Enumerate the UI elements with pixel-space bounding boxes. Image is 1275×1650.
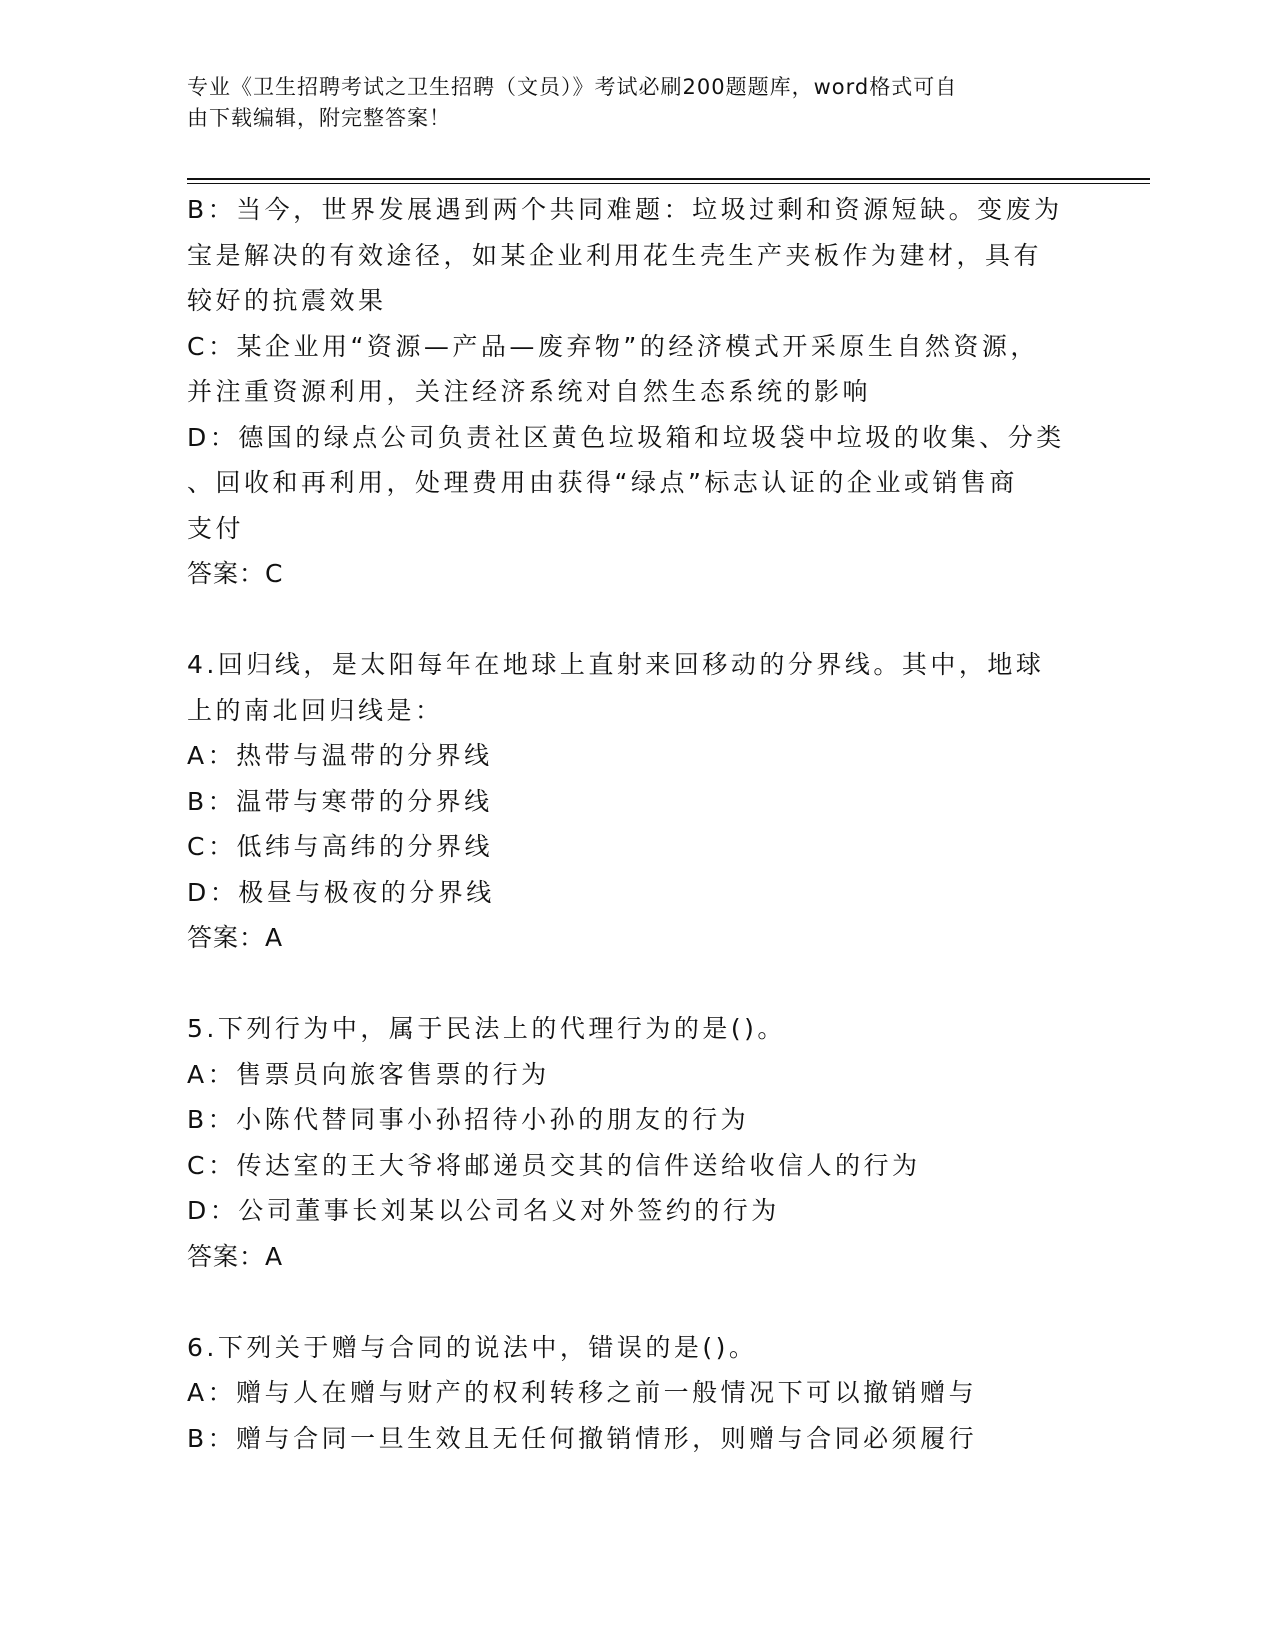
header-title-line-2: 由下载编辑，附完整答案！ bbox=[187, 106, 451, 130]
question-6-option-b: B：赠与合同一旦生效且无任何撤销情形，则赠与合同必须履行 bbox=[187, 1423, 978, 1453]
spacer bbox=[187, 961, 1087, 1007]
question-4-option-a: A：热带与温带的分界线 bbox=[187, 741, 493, 770]
question-4-option-d: D：极昼与极夜的分界线 bbox=[187, 877, 495, 907]
document-header bbox=[187, 72, 1087, 134]
question-3-option-d bbox=[187, 415, 1087, 552]
question-5-answer: 答案：A bbox=[187, 1241, 284, 1271]
spacer bbox=[187, 1279, 1087, 1325]
question-5-option-c: C：传达室的王大爷将邮递员交其的信件送给收信人的行为 bbox=[187, 1150, 921, 1180]
stem-line: 4.回归线，是太阳每年在地球上直射来回移动的分界线。其中，地球 bbox=[187, 650, 1045, 679]
question-4-answer: 答案：A bbox=[187, 923, 284, 952]
question-4-option-c: C：低纬与高纬的分界线 bbox=[187, 832, 493, 861]
question-3-option-c bbox=[187, 324, 1087, 415]
question-4-option-b: B：温带与寒带的分界线 bbox=[187, 786, 493, 816]
stem-line: 上的南北回归线是： bbox=[187, 695, 444, 725]
option-line: D：德国的绿点公司负责社区黄色垃圾箱和垃圾袋中垃圾的收集、分类 bbox=[187, 422, 1065, 452]
question-5-option-b: B：小陈代替同事小孙招待小孙的朋友的行为 bbox=[187, 1105, 750, 1134]
option-line: B：当今，世界发展遇到两个共同难题：垃圾过剩和资源短缺。变废为 bbox=[187, 195, 1063, 224]
question-content bbox=[187, 187, 1087, 1461]
question-3-answer: 答案：C bbox=[187, 559, 284, 588]
spacer bbox=[187, 597, 1087, 643]
question-4-stem bbox=[187, 642, 1087, 733]
question-5-option-a: A：售票员向旅客售票的行为 bbox=[187, 1059, 550, 1089]
question-5-stem: 5.下列行为中，属于民法上的代理行为的是()。 bbox=[187, 1014, 786, 1043]
option-line: 支付 bbox=[187, 513, 245, 543]
question-6-stem: 6.下列关于赠与合同的说法中，错误的是()。 bbox=[187, 1332, 758, 1362]
question-6-option-a: A：赠与人在赠与财产的权利转移之前一般情况下可以撤销赠与 bbox=[187, 1378, 978, 1407]
header-divider-thin bbox=[187, 183, 1150, 184]
question-5-option-d: D：公司董事长刘某以公司名义对外签约的行为 bbox=[187, 1196, 780, 1225]
header-divider-thick bbox=[187, 178, 1150, 180]
option-line: C：某企业用“资源—产品—废弃物”的经济模式开采原生自然资源， bbox=[187, 331, 1039, 361]
option-line: 、回收和再利用，处理费用由获得“绿点”标志认证的企业或销售商 bbox=[187, 468, 1018, 497]
option-line: 并注重资源利用，关注经济系统对自然生态系统的影响 bbox=[187, 377, 872, 406]
option-line: 宝是解决的有效途径，如某企业利用花生壳生产夹板作为建材，具有 bbox=[187, 240, 1043, 270]
option-line: 较好的抗震效果 bbox=[187, 286, 387, 315]
header-title-line-1: 专业《卫生招聘考试之卫生招聘（文员）》考试必刷200题题库，word格式可自 bbox=[187, 75, 958, 99]
question-3-option-b bbox=[187, 187, 1087, 324]
